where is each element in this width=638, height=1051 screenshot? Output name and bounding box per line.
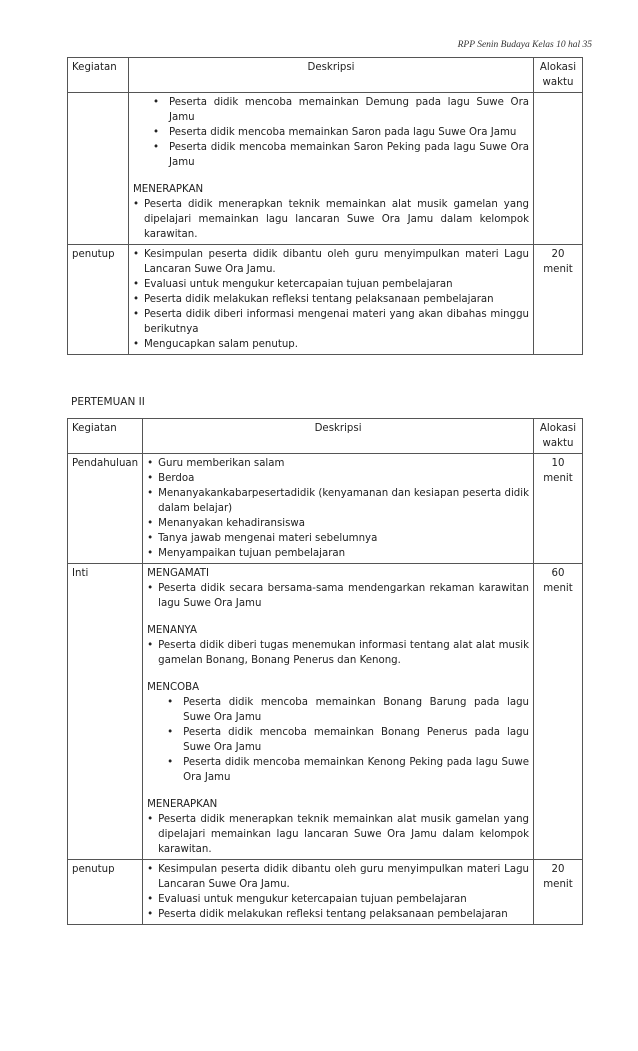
list-item: • Peserta didik mencoba memainkan Saron Peking pada lagu Suwe Ora Jamu <box>151 140 529 170</box>
section-heading: PERTEMUAN II <box>71 396 145 408</box>
list-item: • Kesimpulan peserta didik dibantu oleh guru menyimpulkan materi Lagu Lancaran Suwe Ora Jamu. <box>147 862 529 892</box>
list-item: • Menanyakankabarpesertadidik (kenyamanan dan kesiapan peserta didik dalam belajar) <box>147 486 529 516</box>
activity-table-1 <box>67 57 583 355</box>
table-header-row <box>68 58 583 93</box>
list-item: • Menanyakan kehadiransiswa <box>147 516 529 531</box>
waktu-cell <box>534 93 583 245</box>
list-item: • Peserta didik diberi tugas menemukan informasi tentang alat alat musik gamelan Bonang, Bonang Penerus dan Kenong. <box>147 638 529 668</box>
col-alokasi: Alokasi waktu <box>534 58 583 93</box>
list-item: • Peserta didik secara bersama-sama mendengarkan rekaman karawitan lagu Suwe Ora Jamu <box>147 581 529 611</box>
kegiatan-cell <box>68 93 129 245</box>
list-item: • Berdoa <box>147 471 529 486</box>
table-row <box>68 454 583 564</box>
list-item: • Peserta didik melakukan refleksi tentang pelaksanaan pembelajaran <box>147 907 529 922</box>
list-item: • Tanya jawab mengenai materi sebelumnya <box>147 531 529 546</box>
section-title: MENERAPKAN <box>133 184 204 195</box>
bullet-list <box>133 247 529 352</box>
bullet-list <box>147 456 529 561</box>
section-title: MENGAMATI <box>147 568 210 579</box>
kegiatan-cell: Inti <box>68 564 143 860</box>
section-title: MENCOBA <box>147 682 200 693</box>
list-item: • Peserta didik mencoba memainkan Bonang Penerus pada lagu Suwe Ora Jamu <box>165 725 529 755</box>
table-row <box>68 245 583 355</box>
list-item: • Mengucapkan salam penutup. <box>133 337 529 352</box>
col-kegiatan: Kegiatan <box>68 58 129 93</box>
col-deskripsi: Deskripsi <box>129 58 534 93</box>
list-item: • Peserta didik menerapkan teknik memainkan alat musik gamelan yang dipelajari memainkan lagu lancaran Suwe Ora Jamu dalam kelompok karawitan. <box>147 812 529 857</box>
list-item: • Guru memberikan salam <box>147 456 529 471</box>
table-row <box>68 93 583 245</box>
col-deskripsi: Deskripsi <box>143 419 534 454</box>
bullet-list <box>147 638 529 668</box>
bullet-list <box>133 197 529 242</box>
activity-table-2 <box>67 418 583 925</box>
deskripsi-cell <box>143 564 534 860</box>
col-alokasi: Alokasi waktu <box>534 419 583 454</box>
bullet-list <box>147 812 529 857</box>
waktu-cell: 20 menit <box>534 245 583 355</box>
table-row <box>68 564 583 860</box>
table-row <box>68 860 583 925</box>
deskripsi-cell <box>129 93 534 245</box>
list-item: • Menyampaikan tujuan pembelajaran <box>147 546 529 561</box>
section-title: MENERAPKAN <box>147 799 218 810</box>
kegiatan-cell: penutup <box>68 245 129 355</box>
list-item: • Peserta didik diberi informasi mengenai materi yang akan dibahas minggu berikutnya <box>133 307 529 337</box>
deskripsi-cell <box>143 454 534 564</box>
list-item: • Evaluasi untuk mengukur ketercapaian tujuan pembelajaran <box>133 277 529 292</box>
section-title: MENANYA <box>147 625 197 636</box>
list-item: • Kesimpulan peserta didik dibantu oleh guru menyimpulkan materi Lagu Lancaran Suwe Ora Jamu. <box>133 247 529 277</box>
waktu-cell: 60 menit <box>534 564 583 860</box>
list-item: • Peserta didik mencoba memainkan Bonang Barung pada lagu Suwe Ora Jamu <box>165 695 529 725</box>
bullet-list <box>151 95 529 170</box>
list-item: • Peserta didik menerapkan teknik memainkan alat musik gamelan yang dipelajari memainkan lagu lancaran Suwe Ora Jamu dalam kelompok karawitan. <box>133 197 529 242</box>
page-header: RPP Senin Budaya Kelas 10 hal 35 <box>457 40 592 50</box>
bullet-list <box>147 581 529 611</box>
deskripsi-cell <box>129 245 534 355</box>
list-item: • Peserta didik melakukan refleksi tentang pelaksanaan pembelajaran <box>133 292 529 307</box>
waktu-cell: 20 menit <box>534 860 583 925</box>
list-item: • Peserta didik mencoba memainkan Demung pada lagu Suwe Ora Jamu <box>151 95 529 125</box>
kegiatan-cell: penutup <box>68 860 143 925</box>
waktu-cell: 10 menit <box>534 454 583 564</box>
col-kegiatan: Kegiatan <box>68 419 143 454</box>
list-item: • Evaluasi untuk mengukur ketercapaian tujuan pembelajaran <box>147 892 529 907</box>
deskripsi-cell <box>143 860 534 925</box>
list-item: • Peserta didik mencoba memainkan Saron pada lagu Suwe Ora Jamu <box>151 125 529 140</box>
list-item: • Peserta didik mencoba memainkan Kenong Peking pada lagu Suwe Ora Jamu <box>165 755 529 785</box>
table-header-row <box>68 419 583 454</box>
kegiatan-cell: Pendahuluan <box>68 454 143 564</box>
bullet-list <box>147 862 529 922</box>
bullet-list <box>165 695 529 785</box>
